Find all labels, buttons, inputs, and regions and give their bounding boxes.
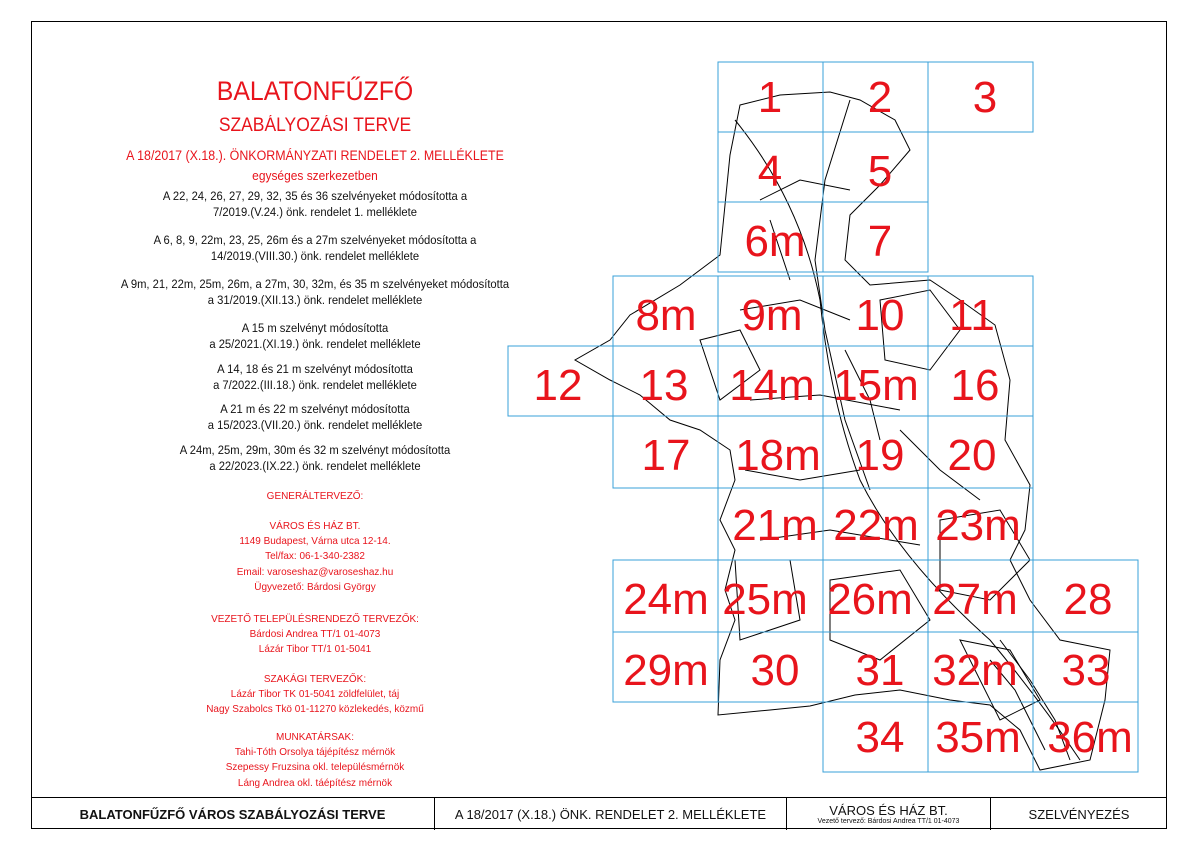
decree-line: A 18/2017 (X.18.). ÖNKORMÁNYZATI RENDELET 2. MELLÉKLETE — [126, 148, 504, 163]
page-subtitle: SZABÁLYOZÁSI TERVE — [218, 115, 412, 136]
sheet-label: 30 — [750, 646, 800, 695]
sheet-label: 16 — [950, 361, 1000, 410]
sheet-label: 9m — [741, 291, 803, 340]
title-block — [31, 797, 1167, 830]
amendment-6: A 21 m és 22 m szelvényt módosította a 15/2023.(VII.20.) önk. rendelet melléklete — [207, 402, 423, 432]
amendment-2: A 6, 8, 9, 22m, 23, 25, 26m és a 27m szelvényeket módosította a 14/2019.(VIII.30.) önk. rendelet melléklete — [153, 233, 477, 263]
sheet-label: 35m — [935, 713, 1021, 762]
specialist-planners-block: SZAKÁGI TERVEZŐK: Lázár Tibor TK 01-5041 zöldfelület, táj Nagy Szabolcs Tkö 01-11270 közlekedés, közmű — [206, 673, 424, 716]
sheet-label: 1 — [757, 73, 783, 122]
amendment-4: A 15 m szelvényt módosította a 25/2021.(XI.19.) önk. rendelet melléklete — [209, 321, 421, 351]
sheet-label: 28 — [1063, 575, 1113, 624]
sheet-label: 32m — [932, 646, 1018, 695]
sheet-label: 29m — [623, 646, 709, 695]
amendment-3: A 9m, 21, 22m, 25m, 26m, a 27m, 30, 32m, és 35 m szelvényeket módosította a 31/2019.(XII.13.) önk. rendelet melléklete — [120, 277, 510, 307]
sheet-index-map — [500, 55, 1140, 780]
sheet-label: 31 — [855, 646, 905, 695]
general-designer-heading: GENERÁLTERVEZŐ: — [266, 490, 364, 502]
amendment-1: A 22, 24, 26, 27, 29, 32, 35 és 36 szelvényeket módosította a 7/2019.(V.24.) önk. rendelet 1. melléklete — [162, 189, 468, 219]
amendment-5: A 14, 18 és 21 m szelvényt módosította a 7/2022.(III.18.) önk. rendelet melléklete — [213, 362, 417, 392]
sheet-label: 36m — [1047, 713, 1133, 762]
sheet-label: 17 — [641, 431, 691, 480]
sheet-label: 12 — [533, 361, 583, 410]
sheet-label: 7 — [867, 217, 893, 266]
sheet-label: 5 — [867, 147, 893, 196]
sheet-label: 6m — [744, 217, 806, 266]
footer-sheet-type: SZELVÉNYEZÉS — [1028, 806, 1130, 822]
sheet-grid — [508, 62, 1138, 772]
sheet-label: 18m — [735, 431, 821, 480]
footer-company-cell — [787, 798, 991, 830]
sheet-label: 26m — [827, 575, 913, 624]
sheet-label: 3 — [972, 73, 998, 122]
footer-company: VÁROS ÉS HÁZ BT. — [829, 803, 948, 818]
amendment-7: A 24m, 25m, 29m, 30m és 32 m szelvényt módosította a 22/2023.(IX.22.) önk. rendelet melléklete — [179, 443, 451, 473]
sheet-label: 33 — [1061, 646, 1111, 695]
footer-planner: Vezető tervező: Bárdosi Andrea TT/1 01-4073 — [817, 818, 960, 825]
unified-line: egységes szerkezetben — [252, 168, 378, 183]
sheet-label: 25m — [722, 575, 808, 624]
sheet-label: 22m — [833, 501, 919, 550]
page-title: BALATONFŰZFŐ — [216, 76, 414, 106]
footer-project: BALATONFŰZFŐ VÁROS SZABÁLYOZÁSI TERVE — [31, 798, 435, 830]
sheet-label: 15m — [833, 361, 919, 410]
lead-planners-block: VEZETŐ TELEPÜLÉSRENDEZŐ TERVEZŐK: Bárdosi Andrea TT/1 01-4073 Lázár Tibor TT/1 01-5041 — [211, 613, 419, 656]
sheet-label: 23m — [935, 501, 1021, 550]
sheet-label: 27m — [932, 575, 1018, 624]
company-block: VÁROS ÉS HÁZ BT. 1149 Budapest, Várna utca 12-14. Tel/fax: 06-1-340-2382 Email: varoseshaz@varoseshaz.hu Ügyvezető: Bárdosi György — [236, 520, 394, 593]
sheet-label: 10 — [855, 291, 905, 340]
sheet-labels — [534, 73, 1133, 762]
sheet-label: 24m — [623, 575, 709, 624]
staff-block: MUNKATÁRSAK: Tahi-Tóth Orsolya tájépítész mérnök Szepessy Fruzsina okl. településmérnök Láng Andrea okl. táépítész mérnök — [225, 731, 405, 789]
sheet-label: 21m — [732, 501, 818, 550]
sheet-label: 14m — [729, 361, 815, 410]
sheet-label: 20 — [947, 431, 997, 480]
sheet-label: 4 — [757, 147, 783, 196]
sheet-label: 11 — [949, 291, 995, 340]
sheet-label: 8m — [635, 291, 697, 340]
footer-annex: A 18/2017 (X.18.) ÖNK. RENDELET 2. MELLÉKLETE — [435, 798, 787, 830]
sheet-label: 19 — [855, 431, 905, 480]
sheet-label: 13 — [639, 361, 689, 410]
sheet-label: 2 — [867, 73, 893, 122]
sheet-label: 34 — [855, 713, 905, 762]
